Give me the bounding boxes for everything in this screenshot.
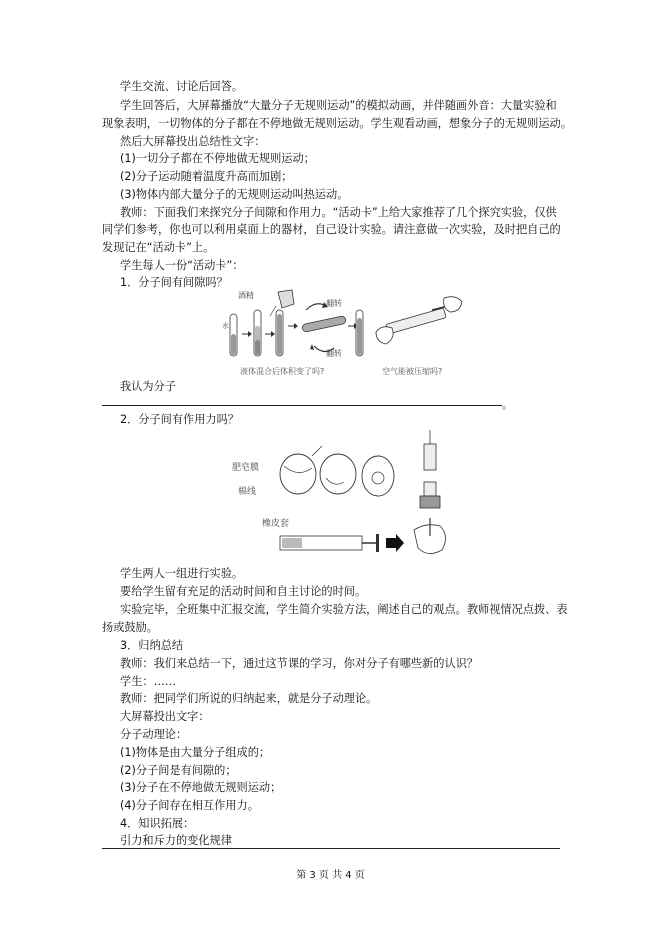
figure-molecule-gap xyxy=(210,286,480,380)
label-alcohol: 酒精 xyxy=(238,291,254,300)
text-line: 发现记在“活动卡”上。 xyxy=(102,241,215,254)
text-line: (3)物体内部大量分子的无规则运动叫热运动。 xyxy=(120,188,349,201)
text-line: (3)分子在不停地做无规则运动； xyxy=(120,781,282,794)
text-line: 1．分子间有间隙吗？ xyxy=(120,276,228,289)
text-line: 教师：下面我们来探究分子间隙和作用力。“活动卡”上给大家推荐了几个探究实验，仅供 xyxy=(120,206,557,219)
text-line: 3．归纳总结 xyxy=(120,639,184,652)
answer-blank-line[interactable] xyxy=(102,405,502,406)
text-line: (2)分子间是有间隙的； xyxy=(120,764,237,777)
text-line: 大屏幕投出文字： xyxy=(120,710,210,723)
text-line: 教师：我们来总结一下，通过这节课的学习，你对分子有哪些新的认识？ xyxy=(120,657,479,670)
hand-pressing-icon xyxy=(414,518,446,554)
text-line: 扬或鼓励。 xyxy=(102,621,158,634)
figure-molecule-force xyxy=(226,426,466,566)
text-line: 4．知识拓展： xyxy=(120,817,195,830)
text-line: 实验完毕，全班集中汇报交流，学生简介实验方法，阐述自己的观点。教师视情况点拨、表 xyxy=(120,603,568,616)
arrow-right-icon xyxy=(386,534,404,552)
text-line: 学生交流、讨论后回答。 xyxy=(120,80,244,93)
flipping-tube-icon xyxy=(302,302,347,352)
text-line: 教师：把同学们所说的归纳起来，就是分子动理论。 xyxy=(120,692,378,705)
soap-ring-icon xyxy=(280,446,394,496)
text-line: 同学们参考，你也可以利用桌面上的器材，自己设计实验。请注意做一次实验，及时把自己的 xyxy=(102,223,561,236)
text-line: 学生每人一份“活动卡”： xyxy=(120,259,244,272)
test-tube-icon xyxy=(254,310,261,356)
test-tube-icon xyxy=(276,310,283,356)
text-line: (4)分子间存在相互作用力。 xyxy=(120,799,259,812)
text-line: 要给学生留有充足的活动时间和自主讨论的时间。 xyxy=(120,585,367,598)
label-thread: 棉线 xyxy=(238,487,257,497)
syringe-icon xyxy=(280,534,404,552)
text-line: 然后大屏幕投出总结性文字： xyxy=(120,135,266,148)
label-soap-film: 肥皂膜 xyxy=(232,463,260,473)
text-line: 学生：…… xyxy=(120,675,176,688)
caption-air-compress: 空气能被压缩吗? xyxy=(382,367,443,376)
answer-prefix: 我认为分子 xyxy=(120,380,176,393)
footer-divider xyxy=(102,848,560,849)
syringe-icon xyxy=(376,297,462,344)
text-line: (1)物体是由大量分子组成的； xyxy=(120,746,271,759)
label-rubber-cap: 橡皮套 xyxy=(262,519,290,529)
label-flip-top: 翻转 xyxy=(326,299,342,308)
caption-liquid-mix: 液体混合后体积变了吗? xyxy=(240,367,325,376)
label-water: 水 xyxy=(222,322,229,330)
page-number: 第 3 页 共 4 页 xyxy=(296,870,365,881)
text-line: 学生回答后，大屏幕播放“大量分子无规则运动”的模拟动画，并伴随画外音：大量实验和 xyxy=(120,99,557,112)
text-line: 现象表明，一切物体的分子都在不停地做无规则运动。学生观看动画，想象分子的无规则运动。 xyxy=(102,117,572,130)
text-line: (1)一切分子都在不停地做无规则运动； xyxy=(120,152,315,165)
text-line: 引力和斥力的变化规律 xyxy=(120,834,232,847)
label-flip-bottom: 翻转 xyxy=(326,349,342,358)
test-tube-icon xyxy=(230,314,237,356)
text-line: 分子动理论： xyxy=(120,728,188,741)
text-line: 学生两人一组进行实验。 xyxy=(120,567,244,580)
weight-cylinder-icon xyxy=(420,430,440,508)
item-heading: 2．分子间有作用力吗？ xyxy=(120,413,239,426)
test-tube-icon xyxy=(356,310,363,356)
answer-end-mark: 。 xyxy=(502,398,513,411)
text-line: (2)分子运动随着温度升高而加剧； xyxy=(120,170,293,183)
